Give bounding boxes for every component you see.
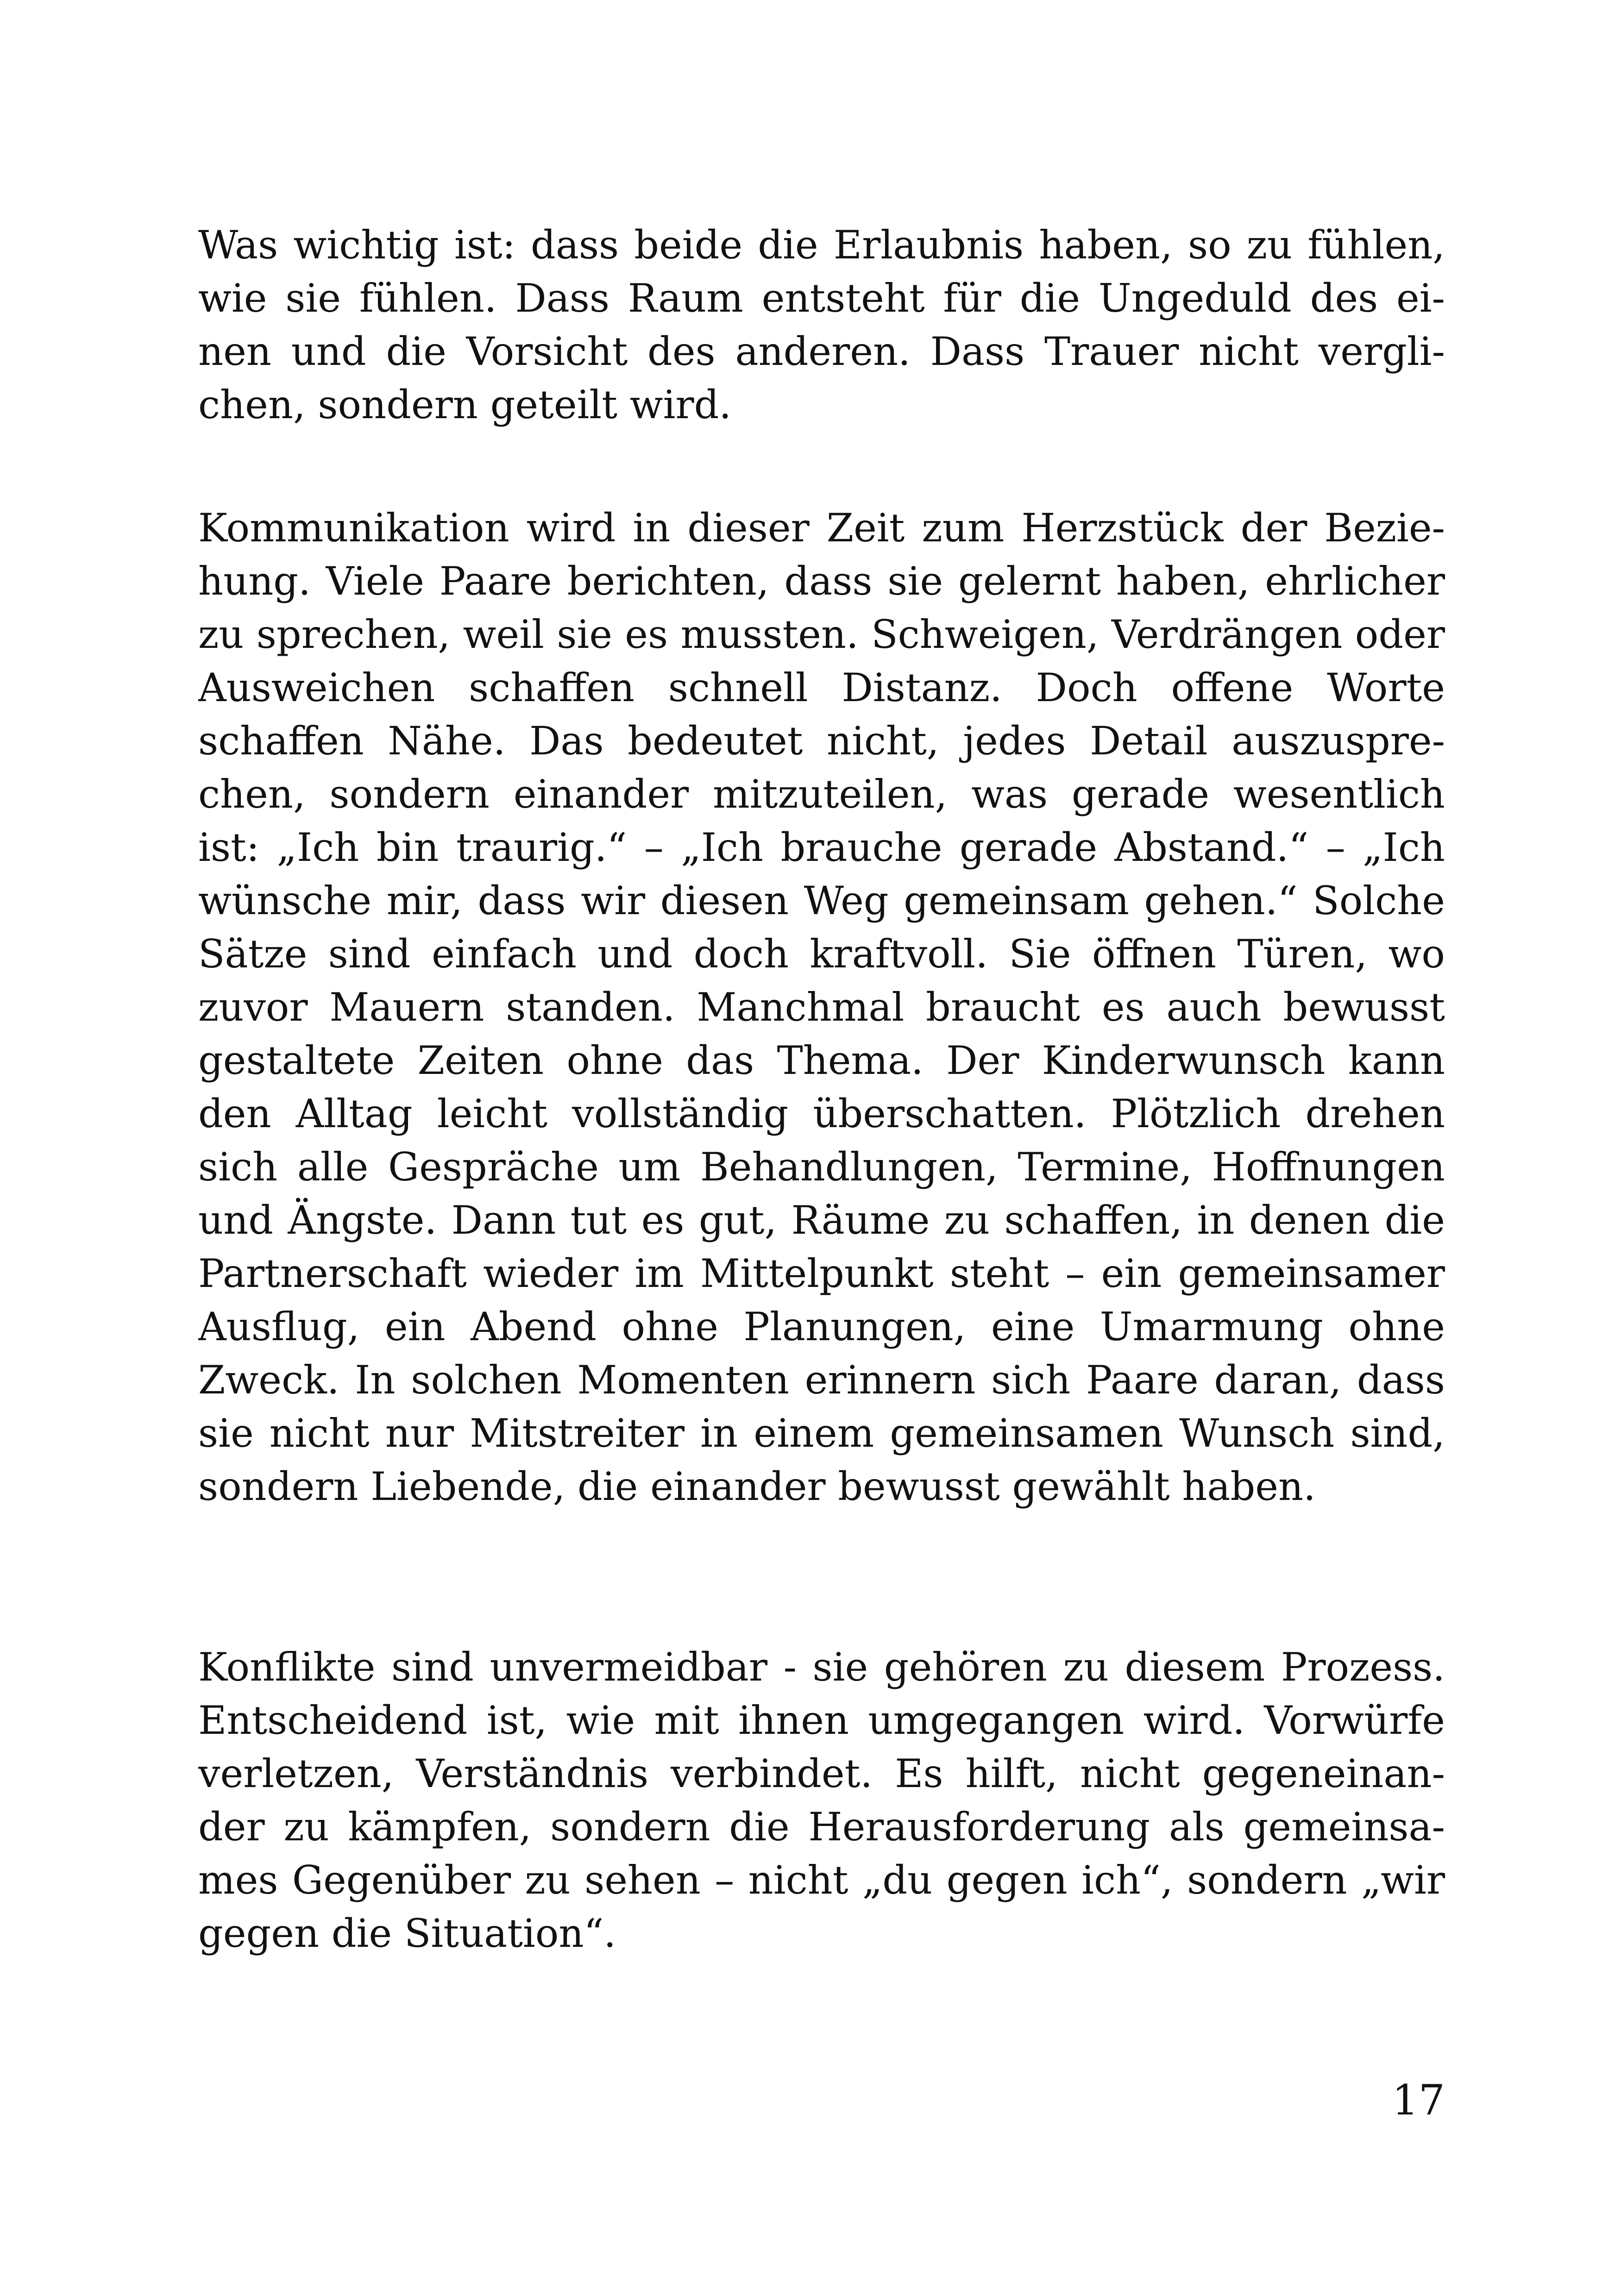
text-line: sich alle Gespräche um Behandlungen, Termine, Hoffnungen — [198, 1144, 1445, 1190]
text-line: Sätze sind einfach und doch kraftvoll. Sie öffnen Türen, wo — [198, 931, 1445, 977]
text-line: den Alltag leicht vollständig überschatten. Plötzlich drehen — [198, 1091, 1445, 1136]
text-line: Entscheidend ist, wie mit ihnen umgegangen wird. Vorwürfe — [198, 1698, 1445, 1743]
text-line: Partnerschaft wieder im Mittelpunkt steht – ein gemeinsamer — [198, 1251, 1445, 1296]
text-line: Ausflug, ein Abend ohne Planungen, eine Umarmung ohne — [198, 1304, 1445, 1349]
text-line: nen und die Vorsicht des anderen. Dass Trauer nicht vergli- — [198, 329, 1445, 374]
text-line: zu sprechen, weil sie es mussten. Schweigen, Verdrängen oder — [198, 612, 1445, 657]
text-line: mes Gegenüber zu sehen – nicht „du gegen ich“, sondern „wir — [198, 1857, 1445, 1903]
paragraph-2 — [198, 502, 1445, 1513]
text-line: der zu kämpfen, sondern die Herausforderung als gemeinsa- — [198, 1804, 1445, 1850]
text-line: sie nicht nur Mitstreiter in einem gemeinsamen Wunsch sind, — [198, 1411, 1445, 1456]
text-line: sondern Liebende, die einander bewusst gewählt haben. — [198, 1464, 1316, 1509]
text-line: verletzen, Verständnis verbindet. Es hilft, nicht gegeneinan- — [198, 1751, 1445, 1796]
text-line: chen, sondern geteilt wird. — [198, 382, 732, 427]
text-line: Was wichtig ist: dass beide die Erlaubnis haben, so zu fühlen, — [198, 222, 1445, 268]
text-line: schaffen Nähe. Das bedeutet nicht, jedes Detail auszuspre- — [198, 718, 1445, 764]
text-line: chen, sondern einander mitzuteilen, was gerade wesentlich — [198, 772, 1445, 817]
text-line: Ausweichen schaffen schnell Distanz. Doch offene Worte — [198, 665, 1445, 710]
text-line: und Ängste. Dann tut es gut, Räume zu schaffen, in denen die — [198, 1198, 1445, 1243]
paragraph-1 — [198, 219, 1445, 432]
text-line: hung. Viele Paare berichten, dass sie gelernt haben, ehrlicher — [198, 558, 1445, 604]
paragraph-3 — [198, 1641, 1445, 1960]
text-line: Konflikte sind unvermeidbar - sie gehören zu diesem Prozess. — [198, 1644, 1445, 1690]
text-line: gegen die Situation“. — [198, 1911, 616, 1956]
text-line: wünsche mir, dass wir diesen Weg gemeinsam gehen.“ Solche — [198, 878, 1445, 923]
text-line: gestaltete Zeiten ohne das Thema. Der Kinderwunsch kann — [198, 1038, 1445, 1083]
text-line: Zweck. In solchen Momenten erinnern sich Paare daran, dass — [198, 1357, 1445, 1403]
text-line: wie sie fühlen. Dass Raum entsteht für die Ungeduld des ei- — [198, 276, 1445, 321]
page-number: 17 — [1392, 2076, 1445, 2125]
text-line: zuvor Mauern standen. Manchmal braucht es auch bewusst — [198, 985, 1445, 1030]
text-line: ist: „Ich bin traurig.“ – „Ich brauche gerade Abstand.“ – „Ich — [198, 825, 1445, 870]
text-line: Kommunikation wird in dieser Zeit zum Herzstück der Bezie- — [198, 505, 1445, 551]
